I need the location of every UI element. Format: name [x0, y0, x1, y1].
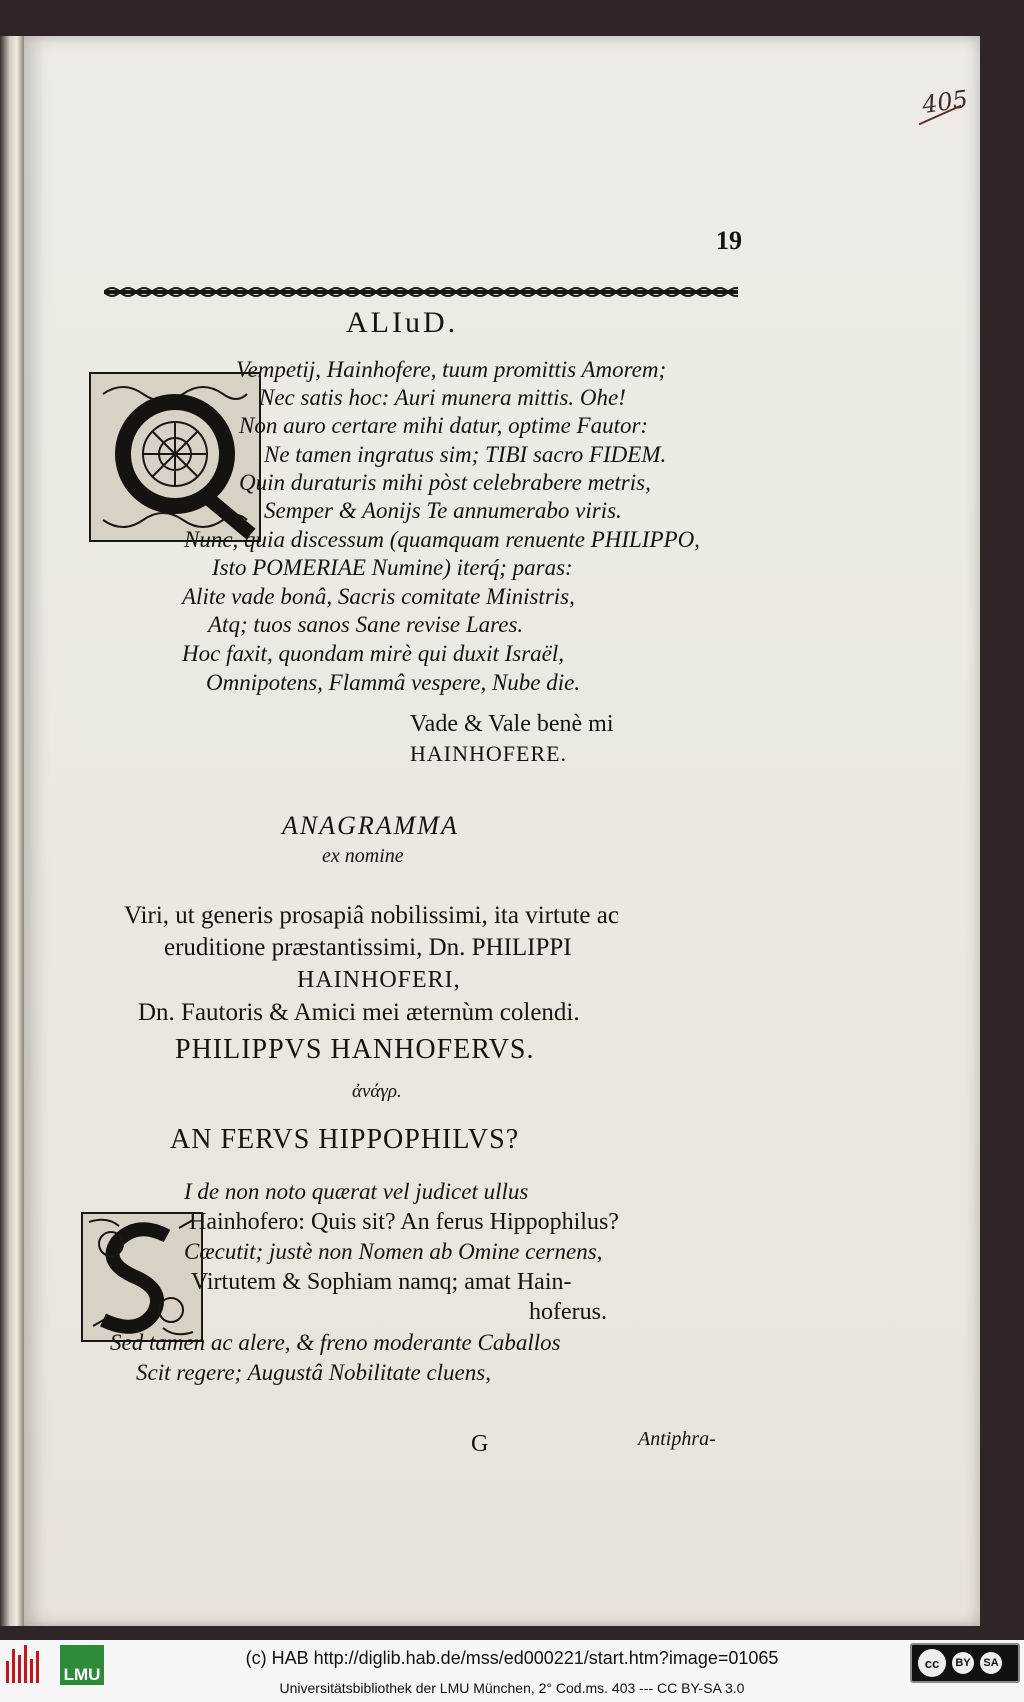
section-heading: ALIuD.: [346, 306, 459, 339]
previous-page-edge: [0, 36, 24, 1626]
name-line: PHILIPPVS HANHOFERVS.: [175, 1034, 535, 1065]
anagram-title: ANAGRAMMA: [282, 811, 459, 840]
library-credit: Universitätsbibliothek der LMU München, 2° Cod.ms. 403 --- CC BY-SA 3.0: [279, 1680, 745, 1696]
manuscript-page: [24, 36, 980, 1626]
ex-nomine: ex nomine: [322, 845, 404, 867]
poem1-line-7: Nunc, quia discessum (quamquam renuente PHILIPPO,: [184, 527, 700, 552]
answer-line: AN FERVS HIPPOPHILVS?: [170, 1124, 520, 1155]
poem1-line-3: Non auro certare mihi datur, optime Fautor:: [239, 413, 649, 438]
poem2-line-4: Virtutem & Sophiam namq; amat Hain-: [191, 1269, 572, 1295]
poem2-line-2: Hainhofero: Quis sit? An ferus Hippophilus?: [189, 1209, 619, 1235]
poem2-line-1: I de non noto quærat vel judicet ullus: [184, 1179, 529, 1204]
signature-mark: G: [471, 1431, 489, 1457]
poem1-line-11: Hoc faxit, quondam mirè qui duxit Israël,: [182, 641, 565, 666]
poem1-line-1: Vempetij, Hainhofere, tuum promittis Amorem;: [236, 357, 667, 382]
poem1-line-4: Ne tamen ingratus sim; TIBI sacro FIDEM.: [264, 442, 667, 467]
poem2-line-6: Sed tamen ac alere, & freno moderante Caballos: [110, 1330, 561, 1355]
cc-license-badge[interactable]: [910, 1643, 1020, 1683]
handwritten-folio-number: 405: [920, 84, 970, 120]
decorated-initial-s: [81, 1212, 203, 1342]
dedication-line-3: HAINHOFERI,: [297, 967, 461, 993]
by-icon: BY: [952, 1652, 974, 1674]
poem1-line-8: Isto POMERIAE Numine) iterq́; paras:: [212, 555, 573, 580]
dedication-line-2: eruditione præstantissimi, Dn. PHILIPPI: [164, 934, 572, 961]
poem2-line-3: Cæcutit; justè non Nomen ab Omine cernens,: [184, 1239, 603, 1264]
poem1-line-6: Semper & Aonijs Te annumerabo viris.: [264, 498, 622, 523]
poem1-line-10: Atq; tuos sanos Sane revise Lares.: [208, 612, 524, 637]
catchword: Antiphra-: [638, 1428, 716, 1450]
poem1-line-9: Alite vade bonâ, Sacris comitate Ministris,: [182, 584, 575, 609]
farewell-line-2: HAINHOFERE.: [410, 741, 568, 766]
poem2-line-5: hoferus.: [529, 1299, 607, 1325]
cc-icon: cc: [918, 1649, 946, 1677]
poem1-line-12: Omnipotens, Flammâ vespere, Nube die.: [206, 670, 581, 695]
poem1-line-2: Nec satis hoc: Auri munera mittis. Ohe!: [259, 385, 626, 410]
greek-abbreviation: ἀνάγρ.: [352, 1081, 402, 1102]
farewell-line-1: Vade & Vale benè mi: [410, 711, 614, 737]
lmu-logo: LMU: [60, 1645, 104, 1685]
decorated-initial-q: [89, 372, 261, 542]
dedication-line-4: Dn. Fautoris & Amici mei æternùm colendi.: [138, 999, 580, 1026]
ornament-band: [104, 284, 738, 300]
sa-icon: SA: [980, 1652, 1002, 1674]
copyright-url[interactable]: (c) HAB http://diglib.hab.de/mss/ed000221/start.htm?image=01065: [245, 1648, 779, 1668]
poem1-line-5: Quin duraturis mihi pòst celebrabere metris,: [239, 470, 651, 495]
page-number: 19: [716, 226, 742, 255]
poem2-line-7: Scit regere; Augustâ Nobilitate cluens,: [136, 1360, 491, 1385]
dedication-line-1: Viri, ut generis prosapiâ nobilissimi, ita virtute ac: [124, 902, 619, 929]
